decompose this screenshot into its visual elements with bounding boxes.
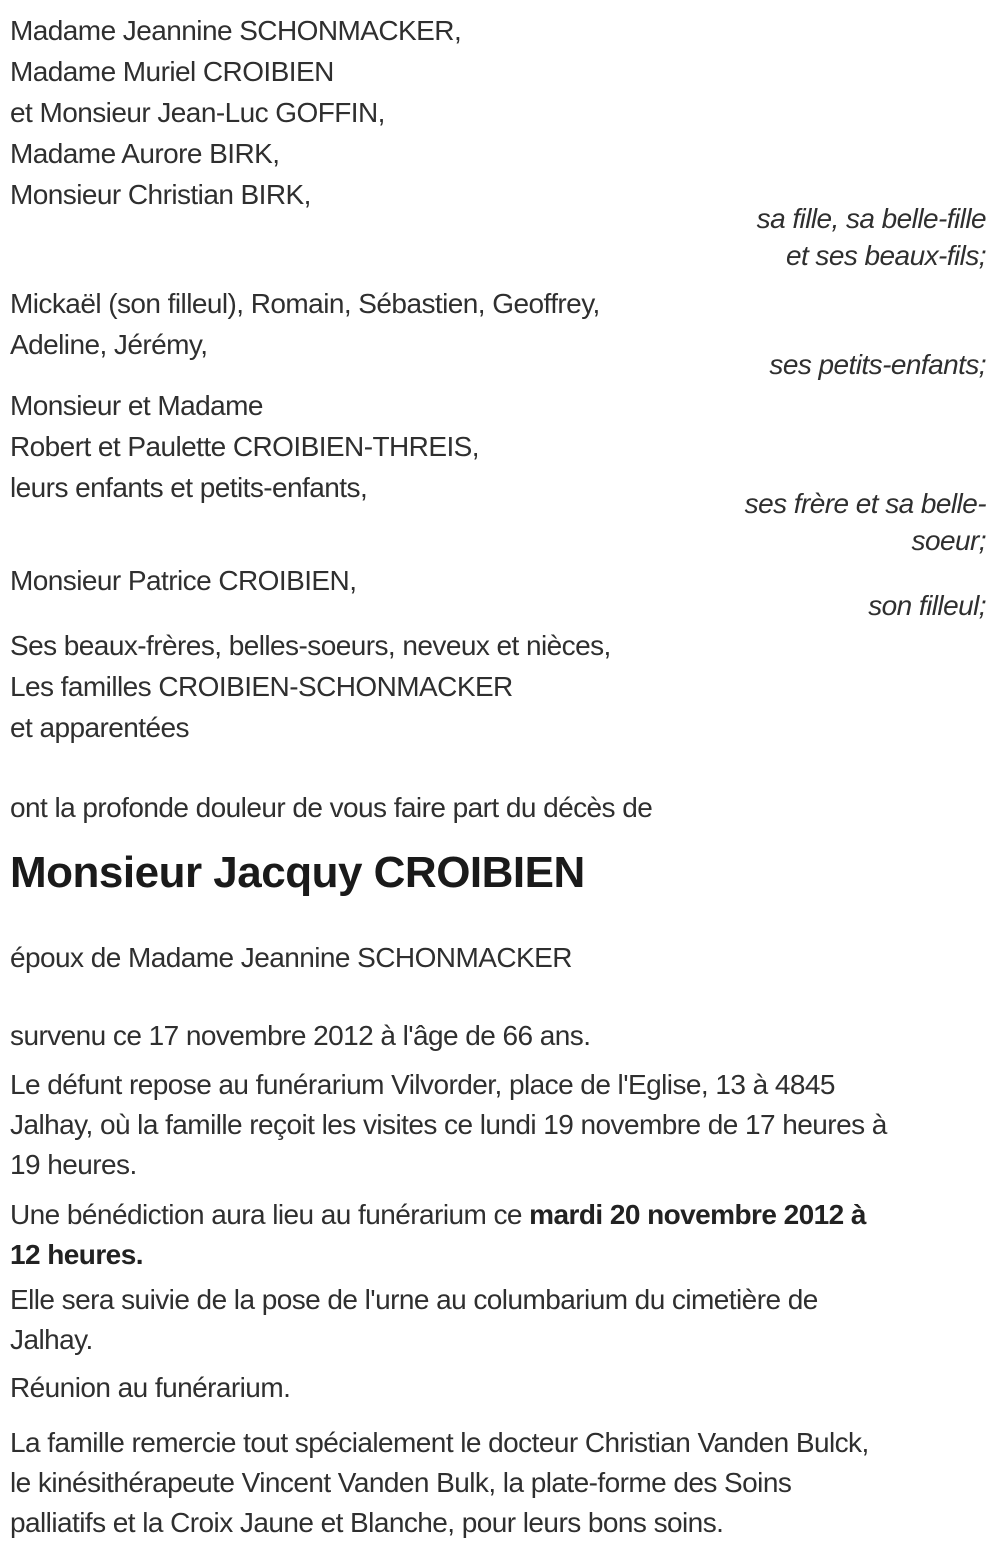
- reunion-text-line: Réunion au funérarium.: [10, 1372, 291, 1403]
- thanks-line: La famille remercie tout spécialement le docteur Christian Vanden Bulck,: [10, 1427, 869, 1458]
- intro-line: ont la profonde douleur de vous faire part du décès de: [10, 792, 653, 823]
- repose-line: 19 heures.: [10, 1149, 137, 1180]
- relation-label-line: et ses beaux-fils;: [785, 240, 986, 271]
- family-name-line: et apparentées: [10, 712, 189, 743]
- relation-label-line: son filleul;: [868, 590, 986, 621]
- thanks-line: le kinésithérapeute Vincent Vanden Bulk, la plate-forme des Soins: [10, 1467, 792, 1498]
- reunion-line: [10, 1368, 986, 1408]
- benediction-line-1: [10, 1195, 986, 1235]
- repose-line: Jalhay, où la famille reçoit les visites ce lundi 19 novembre de 17 heures à: [10, 1109, 887, 1140]
- family-name-line: et Monsieur Jean-Luc GOFFIN,: [10, 97, 385, 128]
- relation-label-line: soeur;: [911, 525, 986, 556]
- family-group-1-names: [10, 10, 986, 215]
- spouse-text-line: époux de Madame Jeannine SCHONMACKER: [10, 942, 572, 973]
- family-name-line: Mickaël (son filleul), Romain, Sébastien, Geoffrey,: [10, 288, 600, 319]
- family-name-line: leurs enfants et petits-enfants,: [10, 472, 368, 503]
- family-group-5-names: [10, 625, 986, 748]
- death-date-text-line: survenu ce 17 novembre 2012 à l'âge de 66 ans.: [10, 1020, 591, 1051]
- benediction-date-bold: mardi 20 novembre 2012 à: [529, 1199, 866, 1230]
- benediction-line-2: 12 heures.: [10, 1239, 143, 1270]
- repose-line: Le défunt repose au funérarium Vilvorder, place de l'Eglise, 13 à 4845: [10, 1069, 835, 1100]
- family-name-line: Adeline, Jérémy,: [10, 329, 208, 360]
- spouse-line: [10, 938, 986, 978]
- urn-paragraph: [10, 1280, 986, 1360]
- family-name-line: Ses beaux-frères, belles-soeurs, neveux et nièces,: [10, 630, 611, 661]
- family-name-line: Les familles CROIBIEN-SCHONMACKER: [10, 671, 513, 702]
- family-name-line: Monsieur Christian BIRK,: [10, 179, 311, 210]
- family-name-line: Madame Aurore BIRK,: [10, 138, 280, 169]
- benediction-prefix: Une bénédiction aura lieu au funérarium ce: [10, 1199, 530, 1230]
- death-date-line: [10, 1016, 986, 1056]
- repose-paragraph: [10, 1065, 986, 1185]
- family-name-line: Madame Jeannine SCHONMACKER,: [10, 15, 462, 46]
- family-name-line: Monsieur Patrice CROIBIEN,: [10, 565, 357, 596]
- urn-line: Jalhay.: [10, 1324, 93, 1355]
- relation-label-line: ses frère et sa belle-: [744, 488, 986, 519]
- family-name-line: Monsieur et Madame: [10, 390, 263, 421]
- thanks-paragraph: [10, 1423, 986, 1543]
- deceased-name-line: Monsieur Jacquy CROIBIEN: [10, 848, 585, 897]
- relation-label-line: sa fille, sa belle-fille: [756, 203, 986, 234]
- relation-label-line: ses petits-enfants;: [769, 349, 986, 380]
- family-name-line: Robert et Paulette CROIBIEN-THREIS,: [10, 431, 480, 462]
- intro-sentence: [10, 788, 986, 828]
- deceased-name-heading: [10, 848, 986, 897]
- benediction-paragraph: [10, 1195, 986, 1275]
- thanks-line: palliatifs et la Croix Jaune et Blanche, pour leurs bons soins.: [10, 1507, 724, 1538]
- family-name-line: Madame Muriel CROIBIEN: [10, 56, 334, 87]
- urn-line: Elle sera suivie de la pose de l'urne au columbarium du cimetière de: [10, 1284, 818, 1315]
